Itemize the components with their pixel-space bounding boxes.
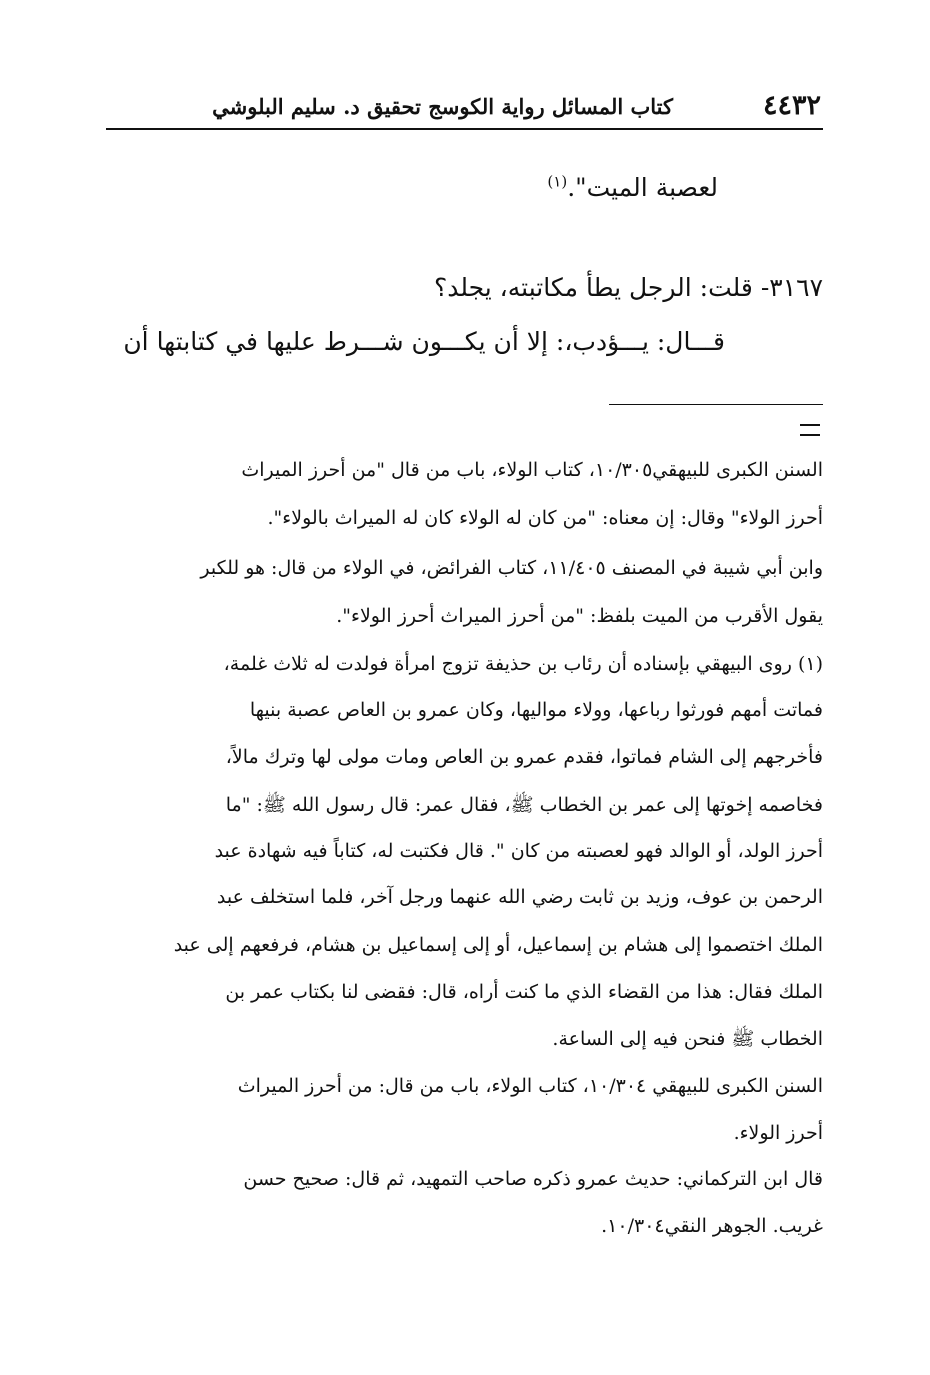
page-number: ٤٤٣٢ (762, 90, 821, 121)
footnote-line: وابن أبي شيبة في المصنف ١١/٤٠٥، كتاب الفرائض، في الولاء من قال: هو للكبر (200, 557, 823, 579)
footnote-line: قال ابن التركماني: حديث عمرو ذكره صاحب التمهيد، ثم قال: صحيح حسن (243, 1168, 823, 1190)
main-text-line-1-text: لعصبة الميت". (567, 173, 718, 202)
footnote-line: (١) روى البيهقي بإسناده أن رئاب بن حذيفة تزوج امرأة فولدت له ثلاث غلمة، (223, 653, 823, 675)
answer-line: قـــال: يـــؤدب،: إلا أن يكـــون شـــرط عليها في كتابتها أن (123, 327, 725, 356)
footnote-line: الرحمن بن عوف، وزيد بن ثابت رضي الله عنهما ورجل آخر، فلما استخلف عبد (216, 886, 823, 908)
footnote-line: أحرز الولاء" وقال: إن معناه: "من كان له الولاء كان له الميراث بالولاء". (267, 507, 823, 529)
footnote-line: يقول الأقرب من الميت بلفظ: "من أحرز الميراث أحرز الولاء". (336, 605, 823, 627)
question-heading: ٣١٦٧- قلت: الرجل يطأ مكاتبته، يجلد؟ (433, 273, 823, 302)
footnote-line: أحرز الولاء. (733, 1122, 823, 1144)
footnote-line: الملك اختصموا إلى هشام بن إسماعيل، أو إلى إسماعيل بن هشام، فرفعهم إلى عبد (173, 934, 823, 956)
footnote-line: الملك فقال: هذا من القضاء الذي ما كنت أراه، قال: فقضى لنا بكتاب عمر بن (225, 981, 823, 1003)
footnote-line: فماتت أمهم فورثوا رباعها، وولاء مواليها، وكان عمرو بن العاص عصبة بنيها (249, 699, 823, 721)
footnote-separator (609, 404, 823, 405)
footnote-reference: (١) (547, 172, 568, 191)
footnote-line: السنن الكبرى للبيهقي ١٠/٣٠٤، كتاب الولاء، باب من قال: من أحرز الميراث (237, 1075, 823, 1097)
footnote-line: الخطاب ﷺ فنحن فيه إلى الساعة. (552, 1028, 823, 1050)
footnote-line: فخاصمه إخوتها إلى عمر بن الخطاب ﷺ، فقال عمر: قال رسول الله ﷺ: "ما (225, 794, 823, 816)
main-text-line-1 (547, 168, 718, 208)
running-title: كتاب المسائل رواية الكوسج تحقيق د. سليم البلوشي (212, 94, 673, 119)
header-rule (106, 128, 823, 130)
footnote-line: أحرز الولد، أو الوالد فهو لعصبته من كان ". قال فكتبت له، كتاباً فيه شهادة عبد (214, 840, 823, 862)
page-header (106, 88, 823, 128)
footnote-line: فأخرجهم إلى الشام فماتوا، فقدم عمرو بن العاص ومات مولى لها وترك مالاً، (225, 746, 823, 768)
footnote-line: غريب. الجوهر النقي١٠/٣٠٤. (601, 1215, 823, 1237)
footnote-continuation-mark (800, 424, 820, 436)
footnote-line: السنن الكبرى للبيهقي١٠/٣٠٥، كتاب الولاء، باب من قال "من أحرز الميراث (241, 459, 823, 481)
